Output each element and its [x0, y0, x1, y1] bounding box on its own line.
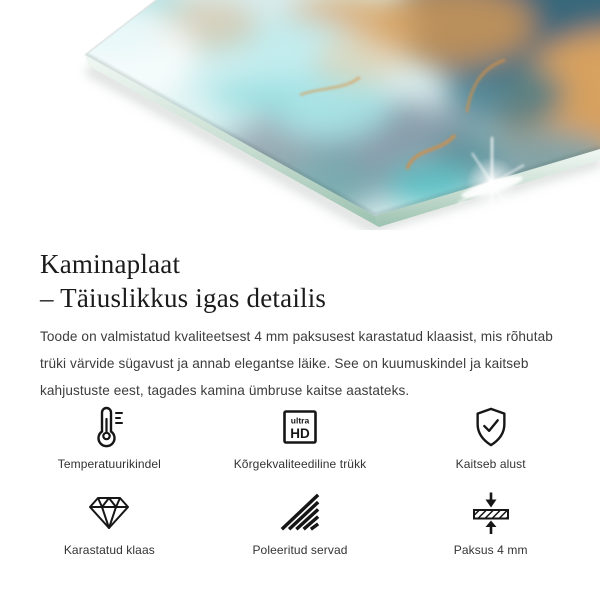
- feature-temperature: [14, 403, 205, 471]
- feature-polished-edges: [205, 489, 396, 557]
- feature-label: Poleeritud servad: [252, 543, 348, 557]
- diamond-icon: [87, 489, 131, 536]
- feature-protects-base: [395, 403, 586, 471]
- feature-tempered-glass: [14, 489, 205, 557]
- feature-label: Temperatuurikindel: [57, 457, 161, 471]
- feature-label: Karastatud klaas: [63, 543, 155, 557]
- svg-text:ultra: ultra: [290, 415, 310, 425]
- product-description: Toode on valmistatud kvaliteetsest 4 mm paksusest karastatud klaasist, mis rõhutab trüki värvide sügavust ja annab elegantse läike. See on kuumuskindel ja kaitseb kahjustuste eest, tagades kamina ümbruse kaitse aastateks.: [40, 328, 553, 398]
- thickness-icon: [469, 489, 513, 536]
- page-title-line2: – Täiuslikkus igas detailis: [40, 283, 327, 314]
- page-title: [40, 247, 560, 315]
- page-title-line1: Kaminaplaat: [40, 249, 181, 280]
- feature-print-quality: [205, 403, 396, 471]
- glass-panel-illustration: [0, 0, 600, 230]
- ultra-hd-icon: [282, 403, 318, 450]
- feature-label: Kaitseb alust: [455, 457, 526, 471]
- feature-thickness: [395, 489, 586, 557]
- thermometer-icon: [87, 403, 131, 450]
- svg-text:HD: HD: [290, 425, 310, 441]
- shield-check-icon: [470, 403, 512, 450]
- polished-edges-icon: [279, 489, 321, 536]
- hero-image: [0, 0, 600, 230]
- feature-label: Kõrgekvaliteediline trükk: [233, 457, 367, 471]
- feature-label: Paksus 4 mm: [453, 543, 528, 557]
- feature-grid: [14, 403, 586, 557]
